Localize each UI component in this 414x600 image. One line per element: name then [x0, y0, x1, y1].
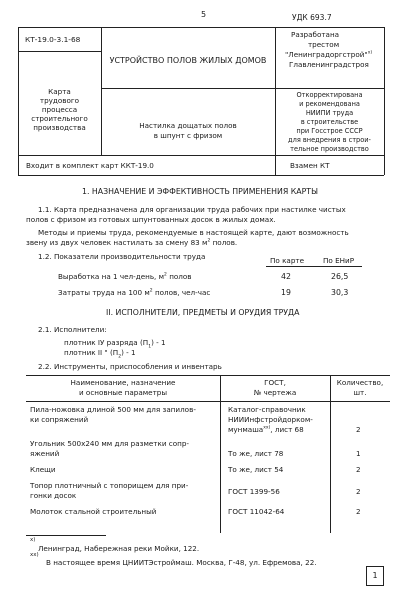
table-col-gost-header: ГОСТ, [264, 378, 286, 387]
header-replaces-rule [275, 155, 276, 175]
table-top-rule [26, 375, 390, 376]
paragraph-1-2: 1.2. Показатели производительности труда [38, 252, 206, 261]
table-col-name-header: Наименование, назначение [70, 378, 176, 387]
col-header-enir: По ЕНиР [323, 256, 355, 265]
header-low-rule [18, 155, 384, 156]
page-box-number: 1 [366, 566, 384, 586]
footnote-mark: хх) [30, 552, 39, 558]
table-row-qty: 2 [356, 425, 361, 434]
developer-line: Главленинградстроя [289, 60, 369, 69]
footnote-rule [26, 535, 106, 536]
productivity-row-card: 42 [281, 272, 291, 281]
card-type-line: трудового [39, 96, 80, 105]
table-row-qty: 1 [356, 449, 361, 458]
table-row-gost: мунмаша$^{хх)}$, лист 68 [228, 425, 304, 434]
productivity-underline [266, 266, 362, 267]
table-col-qty-header: шт. [353, 388, 367, 397]
table-row-name: ки сопряжений [30, 415, 89, 424]
header-col-rule-2 [275, 27, 276, 155]
table-row-name: Молоток стальной строительный [30, 507, 157, 516]
card-code: КТ-19.0-3.1-68 [25, 35, 81, 44]
productivity-row-card: 19 [281, 288, 291, 297]
card-type-line: производства [33, 123, 86, 132]
productivity-row-label: Затраты труда на 100 $м^2$ полов, чел-час [58, 288, 211, 297]
udk-code: УДК 693.7 [292, 13, 332, 22]
table-row-name: гонки досок [30, 491, 77, 500]
section-1-heading: 1. НАЗНАЧЕНИЕ И ЭФФЕКТИВНОСТЬ ПРИМЕНЕНИЯ КАРТЫ [82, 187, 318, 196]
table-row-qty: 2 [356, 465, 361, 474]
developer-line: трестом [308, 40, 340, 49]
card-type-line: Карта [48, 87, 71, 96]
table-col-rule [330, 375, 331, 533]
table-row-qty: 2 [356, 507, 361, 516]
table-row-gost: ГОСТ 1399-56 [228, 487, 280, 496]
paragraph-2-1: 2.1. Исполнители: [38, 325, 107, 334]
card-title: УСТРОЙСТВО ПОЛОВ ЖИЛЫХ ДОМОВ [109, 56, 267, 65]
footnote-text: В настоящее время ЦНИИТЭстроймаш. Москва, Г-48, ул. Ефремова, 22. [46, 558, 317, 567]
table-row-name: Топор плотничный с топорищем для при- [30, 481, 189, 490]
table-row-name: Пила-ножовка длиной 500 мм для запилов- [30, 405, 196, 414]
approval-line: НИИПИ труда [305, 109, 354, 117]
table-row-gost: НИИИнфстройдорком- [228, 415, 313, 424]
table-row-name: Клещи [30, 465, 56, 474]
approval-line: Откорректирована [296, 91, 363, 99]
worker-line: плотник IУ разряда $(П_1) - 1$ [64, 338, 166, 350]
table-row-gost: То же, лист 78 [228, 449, 284, 458]
header-code-rule [18, 51, 101, 52]
approval-line: при Госстрое СССР [296, 127, 363, 135]
worker-line: плотник II " $(П_2) - 1$ [64, 348, 136, 360]
col-header-card: По карте [270, 256, 305, 265]
developer-line: "Ленинградоргстрой"$^{х)}$ [285, 50, 373, 59]
table-row-name: Угольник 500х240 мм для разметки сопр- [30, 439, 189, 448]
productivity-row-enir: 26,5 [331, 272, 349, 281]
table-col-gost-header: № чертежа [253, 388, 297, 397]
table-row-qty: 2 [356, 487, 361, 496]
card-type-line: строительного [31, 114, 88, 123]
footnote-text: Ленинград, Набережная реки Мойки, 122. [38, 544, 200, 553]
table-row-gost: То же, лист 54 [228, 465, 284, 474]
table-row-gost: Каталог-справочник [228, 405, 306, 414]
card-type-line: процесса [41, 105, 78, 114]
table-col-rule [220, 375, 221, 533]
approval-line: и рекомендована [299, 100, 360, 108]
productivity-row-label: Выработка на 1 чел-день, $м^2$ полов [58, 272, 192, 281]
table-row-gost: ГОСТ 11042-64 [228, 507, 285, 516]
productivity-row-enir: 30,3 [331, 288, 349, 297]
header-right-rule [384, 27, 385, 175]
paragraph-1-1: полов с фризом из готовых шпунтованных досок в жилых домах. [26, 215, 276, 224]
paragraph-2-2: 2.2. Инструменты, приспособления и инвентарь [38, 362, 222, 371]
approval-line: в строительстве [300, 118, 359, 126]
paragraph-1-1: 1.1. Карта предназначена для организации труда рабочих при настилке чистых [38, 205, 346, 214]
replaces-label: Взамен КТ [290, 161, 330, 170]
operation-line: Настилка дощатых полов [139, 121, 237, 130]
paragraph-methods: звену из двух человек настилать за смену 83 $м^2$ полов. [26, 238, 238, 247]
header-top-rule [18, 27, 384, 28]
table-header-rule [26, 401, 390, 402]
card-set-label: Входит в комплект карт ККТ-19.0 [26, 161, 154, 170]
paragraph-methods: Методы и приемы труда, рекомендуемые в настоящей карте, дают возможность [38, 228, 349, 237]
operation-line: в шпунт с фризом [153, 131, 223, 140]
table-col-qty-header: Количество, [336, 378, 384, 387]
approval-line: тельное производство [290, 145, 369, 153]
page-number: 5 [201, 10, 207, 19]
header-mid-rule [101, 88, 384, 89]
table-col-name-header: и основные параметры [78, 388, 168, 397]
header-bottom-rule [18, 175, 384, 176]
footnote-mark: х) [30, 537, 36, 543]
section-2-heading: II. ИСПОЛНИТЕЛИ, ПРЕДМЕТЫ И ОРУДИЯ ТРУДА [106, 308, 300, 317]
table-row-name: яжений [30, 449, 60, 458]
developer-line: Разработана [291, 30, 340, 39]
approval-line: для внедрения в строи- [288, 136, 371, 144]
